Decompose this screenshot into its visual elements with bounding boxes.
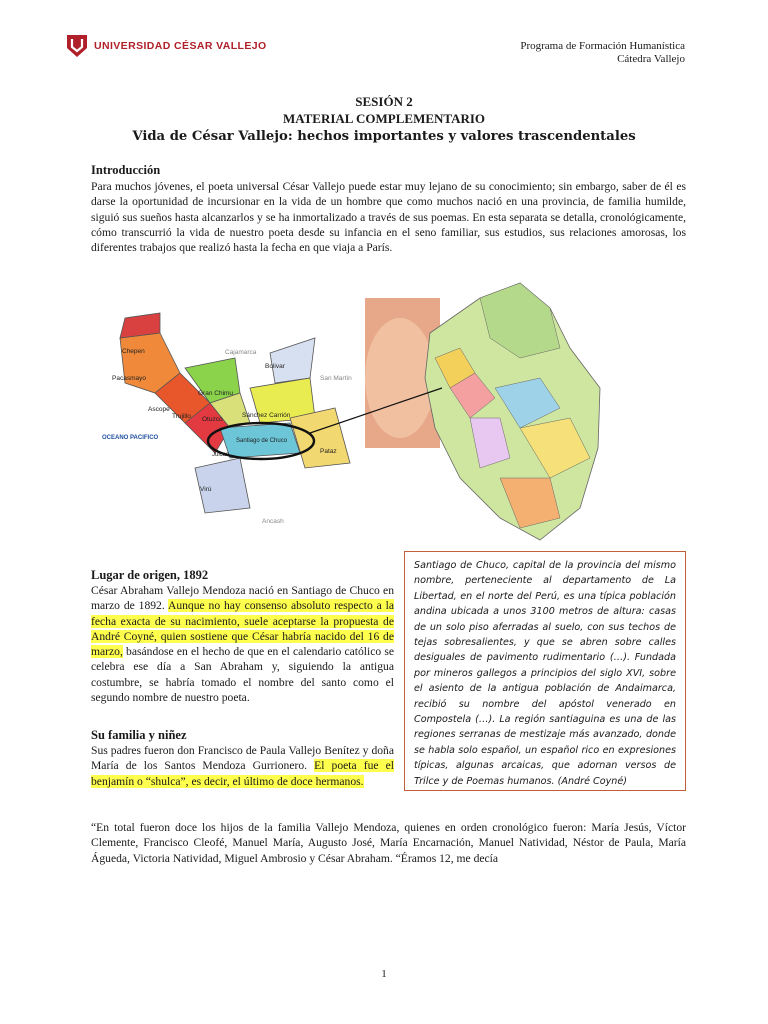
svg-text:Virú: Virú (200, 486, 212, 493)
svg-text:Otuzco: Otuzco (202, 416, 223, 423)
lugar-text-1: César Abraham Vallejo Mendoza nació en Santiago de Chuco en marzo de 1892. (91, 584, 394, 613)
lugar-heading: Lugar de origen, 1892 (91, 568, 209, 582)
svg-text:Ancash: Ancash (262, 518, 284, 525)
intro-heading: Introducción (91, 163, 161, 177)
svg-text:Pacasmayo: Pacasmayo (112, 375, 146, 382)
familia-paragraph (91, 743, 394, 789)
university-logo (66, 34, 267, 58)
session-title: SESIÓN 2 (355, 94, 413, 109)
la-libertad-map (102, 313, 352, 525)
lugar-highlight: Aunque no hay consenso absoluto respecto a la fecha exacta de su nacimiento, suele aceptarse la propuesta de André Coyné, quien sostiene que César habría nacido del 16 de marzo, (91, 599, 394, 659)
svg-text:Pataz: Pataz (320, 448, 337, 455)
svg-text:Chepen: Chepen (122, 348, 145, 355)
peru-map (425, 283, 600, 540)
svg-text:Sánchez Carrión: Sánchez Carrión (242, 412, 291, 419)
svg-text:Julcan: Julcan (212, 452, 230, 458)
lugar-paragraph (91, 583, 394, 705)
svg-text:San Martín: San Martín (320, 375, 352, 382)
chair-name: Cátedra Vallejo (617, 53, 685, 65)
svg-text:OCEANO PACIFICO: OCEANO PACIFICO (102, 435, 159, 441)
svg-text:Gran Chimu: Gran Chimu (198, 390, 234, 397)
document-subtitle: Vida de César Vallejo: hechos importantes y valores trascendentales (132, 129, 636, 144)
ucv-shield-icon (66, 34, 88, 58)
familia-heading: Su familia y niñez (91, 728, 187, 742)
svg-text:Trujillo: Trujillo (172, 413, 191, 420)
svg-text:Cajamarca: Cajamarca (225, 349, 257, 356)
intro-paragraph: Para muchos jóvenes, el poeta universal César Vallejo puede estar muy lejano de su conocimiento; sin embargo, saber de él es darse la oportunidad de incursionar en la vida de un hombre que como muchos nació en una provincia, de familia humilde, siguió sus sueños hasta alcanzarlos y se ha inmortalizado a través de sus poemas. En esta separata se detalla, cronológicamente, cómo transcurrió la vida de nuestro poeta desde su infancia en el seno familiar, sus estudios, sus relaciones amorosas, los diferentes trabajos que realizó hasta la fecha en que viaja a París. (91, 180, 686, 255)
svg-text:Ascope: Ascope (148, 406, 170, 413)
familia-highlight: El poeta fue el benjamín o “shulca”, es decir, el último de doce hermanos. (91, 759, 394, 788)
familia-text-1: Sus padres fueron don Francisco de Paula Vallejo Benítez y doña María de los Santos Mendoza Gurrionero. (91, 744, 394, 773)
program-name: Programa de Formación Humanística (520, 40, 685, 52)
header-right (520, 40, 685, 66)
quote-text: Santiago de Chuco, capital de la provincia del mismo nombre, perteneciente al departamento de La Libertad, en el norte del Perú, es una típica población andina ubicada a unos 3100 metros de altura: casas de un solo piso aferradas al suelo, con sus techos de tejas sobresalientes, y que se abren sobre calles desiguales de pavimento rudimentario (…). Fundada por mineros gallegos a principios del siglo XVI, sobre el asiento de la antigua población de Andaimarca, recibió su nombre del apóstol venerado en Compostela (…). La región santiaguina es una de las regiones serranas de mestizaje más avanzado, donde se habla solo español, un español rico en expresiones típicas, algunas arcaicas, que adornan versos de Trilce y de Poemas humanos. (André Coyné) (414, 560, 676, 787)
material-title: MATERIAL COMPLEMENTARIO (282, 111, 486, 126)
quote-box (404, 551, 686, 791)
page-number: 1 (381, 968, 387, 980)
svg-text:Bolivar: Bolivar (265, 363, 285, 370)
maps-figure (100, 278, 610, 543)
svg-text:Santiago de Chuco: Santiago de Chuco (236, 438, 288, 444)
lugar-text-2: basándose en el hecho de que en el calendario católico se celebra ese día a San Abraham y, siguiendo la antigua costumbre, se habría tomado el nombre del santo como el segundo nombre de nuestro poeta. (91, 645, 394, 705)
logo-text: UNIVERSIDAD CÉSAR VALLEJO (94, 40, 267, 52)
children-paragraph: “En total fueron doce los hijos de la familia Vallejo Mendoza, quienes en orden cronológico fueron: María Jesús, Víctor Clemente, Francisco Cleofé, Manuel María, Augusto José, María Encarnación, Manuel Natividad, Néstor de Paula, María Águeda, Victoria Natividad, Miguel Ambrosio y César Abraham. “Éramos 12, me decía (91, 821, 686, 865)
